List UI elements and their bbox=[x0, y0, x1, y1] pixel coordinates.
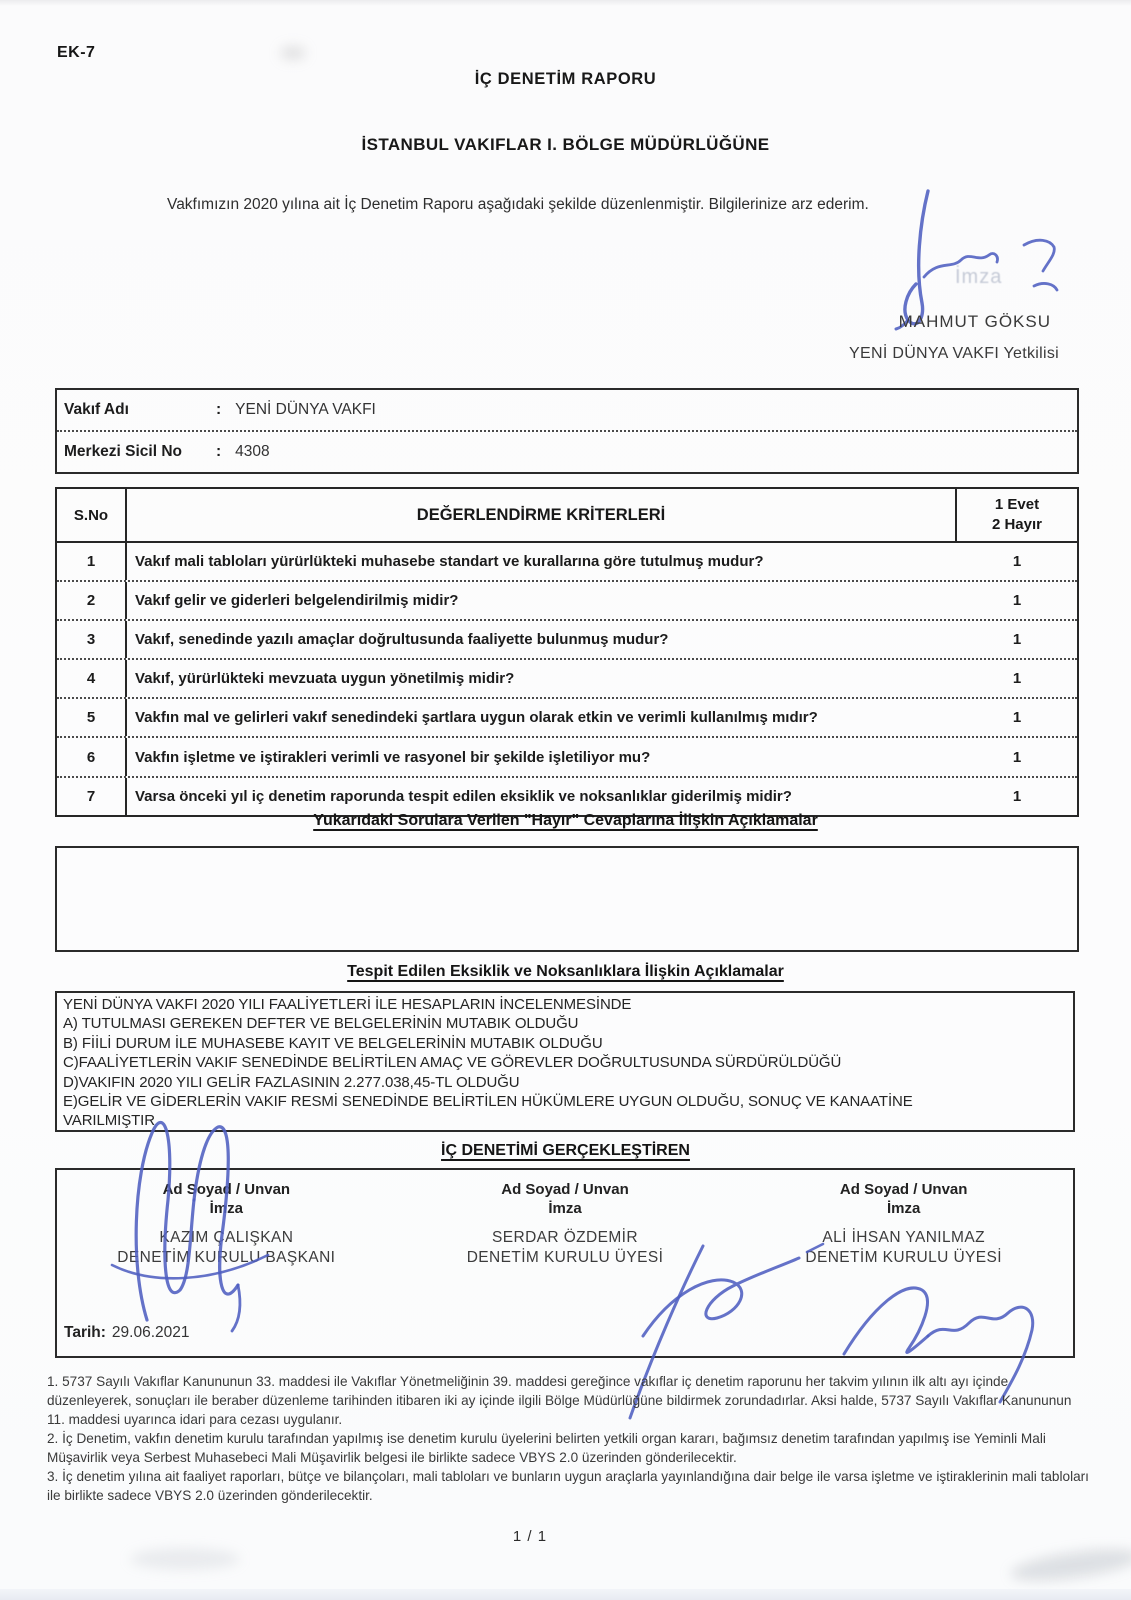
row-number: 6 bbox=[57, 738, 127, 775]
row-criteria: Vakıf, yürürlükteki mevzuata uygun yönetilmiş midir? bbox=[135, 670, 515, 688]
foundation-name-row bbox=[57, 390, 1077, 432]
header-criteria: DEĞERLENDİRME KRİTERLERİ bbox=[416, 505, 666, 524]
table-row bbox=[57, 660, 1077, 699]
date-value: 29.06.2021 bbox=[111, 1324, 190, 1341]
auditor-title: DENETİM KURULU BAŞKANI bbox=[117, 1249, 336, 1266]
footnote-2: 2. İç Denetim, vakfın denetim kurulu tarafından yapılmış ise denetim kurulu üyelerini belirten yetkili organ kararı, bağımsız denetim tarafından yapılmış ise Yeminli Mali Müşavirlik veya Serbest Muhasebeci Mali Müşavirlik belgesi ile birlikte sadece VBYS 2.0 üzerinden gönderilecektir. bbox=[47, 1431, 1046, 1465]
findings-line: C)FAALİYETLERİN VAKIF SENEDİNDE BELİRTİLEN AMAÇ VE GÖREVLER DOĞRULTUSUNDA SÜRDÜRÜLDÜĞÜ bbox=[63, 1054, 842, 1072]
auditor-name: ALİ İHSAN YANILMAZ bbox=[822, 1229, 985, 1246]
auditor-header-line2: İmza bbox=[887, 1200, 921, 1217]
registry-no-value: 4308 bbox=[235, 443, 270, 460]
foundation-name-value: YENİ DÜNYA VAKFI bbox=[235, 401, 376, 418]
auditor-name: SERDAR ÖZDEMİR bbox=[492, 1229, 638, 1246]
row-number: 3 bbox=[57, 621, 127, 658]
report-date bbox=[64, 1324, 189, 1342]
auditor-column bbox=[734, 1180, 1073, 1267]
row-answer: 1 bbox=[1012, 553, 1022, 571]
registry-no-row bbox=[57, 432, 1077, 472]
footnote-3: 3. İç denetim yılına ait faaliyet raporları, bütçe ve bilançoları, mali tabloları ve bunların uygun araçlarla yayınlandığına dair belge ile varsa işletme ve iştiraklerinin mali tabloları ile birlikte sadece VBYS 2.0 üzerinden gönderilecektir. bbox=[47, 1469, 1089, 1503]
criteria-table bbox=[55, 487, 1079, 817]
row-answer: 1 bbox=[1012, 631, 1022, 649]
page-number: 1 / 1 bbox=[512, 1528, 548, 1545]
header-sno: S.No bbox=[57, 489, 127, 541]
footnotes bbox=[47, 1372, 1091, 1505]
hayir-explanations-heading: Yukarıdaki Sorulara Verilen "Hayır" Cevaplarına İlişkin Açıklamalar bbox=[313, 812, 818, 829]
imza-watermark: İmza bbox=[955, 266, 1003, 288]
date-label: Tarih: bbox=[64, 1324, 106, 1341]
auditor-column bbox=[396, 1180, 735, 1267]
intro-paragraph: Vakfımızın 2020 yılına ait İç Denetim Raporu aşağıdaki şekilde düzenlenmiştir. Bilgilerinize arz ederim. bbox=[167, 196, 869, 213]
auditor-column bbox=[57, 1180, 396, 1267]
colon-separator: : bbox=[216, 443, 222, 460]
signatory-name: MAHMUT GÖKSU bbox=[898, 312, 1051, 331]
scan-top-edge bbox=[0, 0, 1131, 6]
row-criteria: Vakfın işletme ve iştirakleri verimli ve rasyonel bir şekilde işletiliyor mu? bbox=[135, 748, 651, 766]
auditor-header-line2: İmza bbox=[209, 1200, 244, 1217]
row-answer: 1 bbox=[1012, 592, 1022, 610]
report-title: İÇ DENETİM RAPORU bbox=[474, 70, 657, 88]
hayir-explanations-box bbox=[55, 846, 1079, 952]
colon-separator: : bbox=[216, 401, 222, 418]
auditor-header-line1: Ad Soyad / Unvan bbox=[839, 1181, 968, 1198]
auditor-header-line1: Ad Soyad / Unvan bbox=[501, 1181, 629, 1198]
row-criteria: Vakfın mal ve gelirleri vakıf senedindeki şartlara uygun olarak etkin ve verimli kullanılmış mıdır? bbox=[135, 709, 818, 727]
row-criteria: Vakıf, senedinde yazılı amaçlar doğrultusunda faaliyette bulunmuş mudur? bbox=[135, 631, 669, 649]
findings-line: B) FİİLİ DURUM İLE MUHASEBE KAYIT VE BELGELERİNİN MUTABIK OLDUĞU bbox=[63, 1034, 603, 1052]
table-row bbox=[57, 621, 1077, 660]
table-row bbox=[57, 582, 1077, 621]
header-answer bbox=[955, 489, 1077, 541]
auditor-header-line1: Ad Soyad / Unvan bbox=[162, 1181, 291, 1198]
row-number: 4 bbox=[57, 660, 127, 697]
findings-line: E)GELİR VE GİDERLERİN VAKIF RESMİ SENEDİNDE BELİRTİLEN HÜKÜMLERE UYGUN OLDUĞU, SONUÇ VE KANAATİNE bbox=[63, 1093, 913, 1111]
findings-line: A) TUTULMASI GEREKEN DEFTER VE BELGELERİNİN MUTABIK OLDUĞU bbox=[63, 1015, 579, 1033]
table-row bbox=[57, 738, 1077, 777]
auditors-heading: İÇ DENETİMİ GERÇEKLEŞTİREN bbox=[441, 1142, 690, 1159]
header-answer-line1: 1 Evet bbox=[994, 496, 1040, 513]
scan-bottom-edge bbox=[0, 1589, 1131, 1600]
header-answer-line2: 2 Hayır bbox=[991, 516, 1043, 533]
row-number: 1 bbox=[57, 543, 127, 580]
scan-smudge bbox=[280, 46, 306, 60]
findings-box bbox=[55, 991, 1075, 1132]
scan-smudge bbox=[130, 1548, 240, 1570]
row-number: 7 bbox=[57, 778, 127, 815]
row-answer: 1 bbox=[1012, 709, 1022, 727]
row-criteria: Vakıf mali tabloları yürürlükteki muhasebe standart ve kurallarına göre tutulmuş mudur? bbox=[135, 553, 764, 571]
auditor-title: DENETİM KURULU ÜYESİ bbox=[805, 1249, 1002, 1266]
scan-smudge bbox=[1009, 1543, 1131, 1587]
foundation-name-label: Vakıf Adı bbox=[64, 401, 129, 418]
row-criteria: Varsa önceki yıl iç denetim raporunda tespit edilen eksiklik ve noksanlıklar giderilmiş midir? bbox=[135, 787, 792, 805]
row-answer: 1 bbox=[1012, 787, 1022, 805]
auditors-box bbox=[55, 1168, 1075, 1358]
footnote-1: 1. 5737 Sayılı Vakıflar Kanununun 33. maddesi ile Vakıflar Yönetmeliğinin 39. maddesi gereğince vakıflar iç denetim raporunu her takvim yılının ilk altı ayı içinde düzenleyerek, sonuçları ile beraber düzenleme tarihinden itibaren iki ay içinde ilgili Bölge Müdürlüğüne bildirmek zorundadırlar. Aksi halde, 5737 Sayılı Vakıflar Kanununun 11. maddesi uyarınca idari para cezası uygulanır. bbox=[47, 1374, 1072, 1427]
findings-heading: Tespit Edilen Eksiklik ve Noksanlıklara İlişkin Açıklamalar bbox=[347, 963, 784, 980]
row-number: 5 bbox=[57, 699, 127, 736]
auditor-header-line2: İmza bbox=[548, 1200, 582, 1217]
findings-line: D)VAKIFIN 2020 YILI GELİR FAZLASININ 2.277.038,45-TL OLDUĞU bbox=[63, 1073, 520, 1091]
addressee-title: İSTANBUL VAKIFLAR I. BÖLGE MÜDÜRLÜĞÜNE bbox=[361, 135, 770, 154]
row-answer: 1 bbox=[1012, 748, 1022, 766]
row-number: 2 bbox=[57, 582, 127, 619]
signatory-title: YENİ DÜNYA VAKFI Yetkilisi bbox=[849, 345, 1059, 362]
table-row bbox=[57, 699, 1077, 738]
auditors-columns bbox=[57, 1170, 1073, 1267]
findings-line: VARILMIŞTIR bbox=[63, 1112, 155, 1130]
foundation-info-box bbox=[55, 388, 1079, 474]
table-row bbox=[57, 543, 1077, 582]
row-answer: 1 bbox=[1012, 670, 1022, 688]
registry-no-label: Merkezi Sicil No bbox=[64, 443, 183, 460]
auditor-name: KAZIM ÇALIŞKAN bbox=[159, 1229, 294, 1246]
row-criteria: Vakıf gelir ve giderleri belgelendirilmiş midir? bbox=[135, 592, 459, 610]
criteria-table-header bbox=[57, 489, 1077, 543]
auditor-title: DENETİM KURULU ÜYESİ bbox=[466, 1249, 664, 1266]
table-row bbox=[57, 778, 1077, 815]
findings-line: YENİ DÜNYA VAKFI 2020 YILI FAALİYETLERİ İLE HESAPLARIN İNCELENMESİNDE bbox=[63, 996, 632, 1013]
form-code-label: EK-7 bbox=[57, 44, 96, 61]
